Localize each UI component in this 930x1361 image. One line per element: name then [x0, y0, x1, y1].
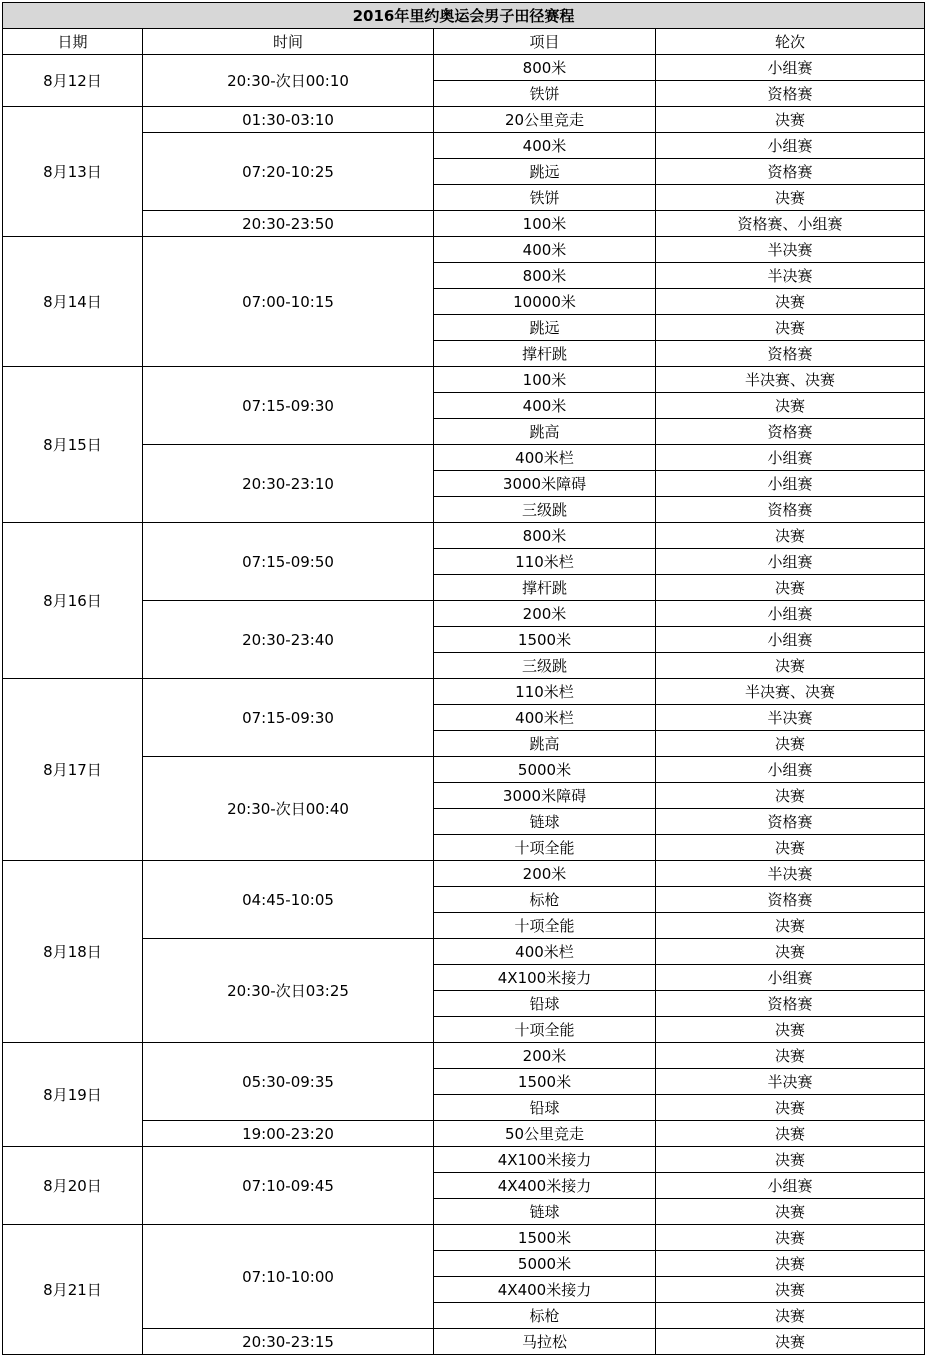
table-title: 2016年里约奥运会男子田径赛程 [3, 3, 925, 29]
round-cell: 决赛 [656, 1303, 925, 1329]
event-cell: 10000米 [434, 289, 656, 315]
table-row [3, 523, 925, 549]
time-cell: 20:30-23:50 [143, 211, 434, 237]
event-cell: 三级跳 [434, 653, 656, 679]
round-cell: 资格赛 [656, 497, 925, 523]
date-cell: 8月16日 [3, 523, 143, 679]
time-cell: 19:00-23:20 [143, 1121, 434, 1147]
event-cell: 3000米障碍 [434, 783, 656, 809]
time-cell: 04:45-10:05 [143, 861, 434, 939]
time-cell: 20:30-23:10 [143, 445, 434, 523]
event-cell: 标枪 [434, 1303, 656, 1329]
table-row [3, 1147, 925, 1173]
event-cell: 十项全能 [434, 913, 656, 939]
round-cell: 决赛 [656, 653, 925, 679]
round-cell: 决赛 [656, 1095, 925, 1121]
round-cell: 资格赛 [656, 159, 925, 185]
event-cell: 5000米 [434, 757, 656, 783]
round-cell: 资格赛 [656, 341, 925, 367]
time-cell: 07:10-09:45 [143, 1147, 434, 1225]
header-time: 时间 [143, 29, 434, 55]
date-cell: 8月12日 [3, 55, 143, 107]
event-cell: 1500米 [434, 1225, 656, 1251]
title-row [3, 3, 925, 29]
table-row [3, 107, 925, 133]
time-cell: 07:15-09:50 [143, 523, 434, 601]
event-cell: 110米栏 [434, 679, 656, 705]
time-cell: 07:15-09:30 [143, 679, 434, 757]
time-cell: 07:10-10:00 [143, 1225, 434, 1329]
event-cell: 跳高 [434, 731, 656, 757]
event-cell: 链球 [434, 809, 656, 835]
round-cell: 决赛 [656, 1017, 925, 1043]
column-header-row [3, 29, 925, 55]
round-cell: 决赛 [656, 1225, 925, 1251]
round-cell: 小组赛 [656, 55, 925, 81]
time-cell: 20:30-次日00:10 [143, 55, 434, 107]
event-cell: 400米 [434, 237, 656, 263]
round-cell: 半决赛、决赛 [656, 679, 925, 705]
header-event: 项目 [434, 29, 656, 55]
event-cell: 5000米 [434, 1251, 656, 1277]
round-cell: 半决赛、决赛 [656, 367, 925, 393]
table-row [3, 861, 925, 887]
time-cell: 07:15-09:30 [143, 367, 434, 445]
time-cell: 20:30-23:40 [143, 601, 434, 679]
round-cell: 决赛 [656, 939, 925, 965]
event-cell: 1500米 [434, 1069, 656, 1095]
event-cell: 200米 [434, 861, 656, 887]
round-cell: 决赛 [656, 1199, 925, 1225]
event-cell: 三级跳 [434, 497, 656, 523]
event-cell: 撑杆跳 [434, 575, 656, 601]
date-cell: 8月19日 [3, 1043, 143, 1147]
round-cell: 半决赛 [656, 237, 925, 263]
event-cell: 50公里竞走 [434, 1121, 656, 1147]
event-cell: 撑杆跳 [434, 341, 656, 367]
round-cell: 小组赛 [656, 549, 925, 575]
round-cell: 小组赛 [656, 757, 925, 783]
date-cell: 8月18日 [3, 861, 143, 1043]
event-cell: 1500米 [434, 627, 656, 653]
round-cell: 决赛 [656, 185, 925, 211]
event-cell: 100米 [434, 211, 656, 237]
round-cell: 小组赛 [656, 1173, 925, 1199]
round-cell: 资格赛、小组赛 [656, 211, 925, 237]
event-cell: 铁饼 [434, 185, 656, 211]
event-cell: 标枪 [434, 887, 656, 913]
round-cell: 资格赛 [656, 887, 925, 913]
date-cell: 8月15日 [3, 367, 143, 523]
round-cell: 资格赛 [656, 81, 925, 107]
event-cell: 十项全能 [434, 1017, 656, 1043]
time-cell: 20:30-次日03:25 [143, 939, 434, 1043]
time-cell: 07:00-10:15 [143, 237, 434, 367]
round-cell: 决赛 [656, 575, 925, 601]
date-cell: 8月17日 [3, 679, 143, 861]
header-round: 轮次 [656, 29, 925, 55]
round-cell: 半决赛 [656, 861, 925, 887]
round-cell: 决赛 [656, 1329, 925, 1355]
round-cell: 小组赛 [656, 965, 925, 991]
event-cell: 110米栏 [434, 549, 656, 575]
table-row [3, 367, 925, 393]
event-cell: 400米栏 [434, 705, 656, 731]
event-cell: 800米 [434, 523, 656, 549]
event-cell: 200米 [434, 1043, 656, 1069]
round-cell: 资格赛 [656, 419, 925, 445]
event-cell: 4X100米接力 [434, 1147, 656, 1173]
event-cell: 800米 [434, 263, 656, 289]
table-row [3, 679, 925, 705]
event-cell: 800米 [434, 55, 656, 81]
event-cell: 铅球 [434, 1095, 656, 1121]
round-cell: 决赛 [656, 107, 925, 133]
round-cell: 决赛 [656, 289, 925, 315]
table-row [3, 1225, 925, 1251]
event-cell: 跳高 [434, 419, 656, 445]
round-cell: 决赛 [656, 523, 925, 549]
event-cell: 20公里竞走 [434, 107, 656, 133]
table-row [3, 237, 925, 263]
time-cell: 05:30-09:35 [143, 1043, 434, 1121]
round-cell: 决赛 [656, 1121, 925, 1147]
event-cell: 4X400米接力 [434, 1173, 656, 1199]
round-cell: 决赛 [656, 913, 925, 939]
date-cell: 8月13日 [3, 107, 143, 237]
event-cell: 4X100米接力 [434, 965, 656, 991]
table-header [3, 3, 925, 55]
table-row [3, 55, 925, 81]
event-cell: 400米栏 [434, 445, 656, 471]
round-cell: 决赛 [656, 783, 925, 809]
event-cell: 马拉松 [434, 1329, 656, 1355]
round-cell: 半决赛 [656, 1069, 925, 1095]
event-cell: 十项全能 [434, 835, 656, 861]
round-cell: 资格赛 [656, 991, 925, 1017]
time-cell: 01:30-03:10 [143, 107, 434, 133]
date-cell: 8月20日 [3, 1147, 143, 1225]
event-cell: 400米 [434, 133, 656, 159]
round-cell: 半决赛 [656, 705, 925, 731]
event-cell: 铁饼 [434, 81, 656, 107]
event-cell: 400米栏 [434, 939, 656, 965]
round-cell: 半决赛 [656, 263, 925, 289]
event-cell: 400米 [434, 393, 656, 419]
round-cell: 决赛 [656, 315, 925, 341]
round-cell: 资格赛 [656, 809, 925, 835]
event-cell: 铅球 [434, 991, 656, 1017]
round-cell: 决赛 [656, 393, 925, 419]
time-cell: 20:30-次日00:40 [143, 757, 434, 861]
event-cell: 4X400米接力 [434, 1277, 656, 1303]
round-cell: 小组赛 [656, 133, 925, 159]
schedule-body [3, 55, 925, 1355]
event-cell: 200米 [434, 601, 656, 627]
date-cell: 8月21日 [3, 1225, 143, 1355]
round-cell: 小组赛 [656, 627, 925, 653]
round-cell: 小组赛 [656, 445, 925, 471]
round-cell: 小组赛 [656, 601, 925, 627]
round-cell: 决赛 [656, 835, 925, 861]
date-cell: 8月14日 [3, 237, 143, 367]
round-cell: 决赛 [656, 731, 925, 757]
event-cell: 跳远 [434, 159, 656, 185]
time-cell: 20:30-23:15 [143, 1329, 434, 1355]
event-cell: 跳远 [434, 315, 656, 341]
header-date: 日期 [3, 29, 143, 55]
round-cell: 决赛 [656, 1251, 925, 1277]
table-row [3, 1043, 925, 1069]
event-cell: 链球 [434, 1199, 656, 1225]
round-cell: 小组赛 [656, 471, 925, 497]
time-cell: 07:20-10:25 [143, 133, 434, 211]
event-cell: 100米 [434, 367, 656, 393]
round-cell: 决赛 [656, 1043, 925, 1069]
schedule-table [2, 2, 925, 1355]
event-cell: 3000米障碍 [434, 471, 656, 497]
round-cell: 决赛 [656, 1277, 925, 1303]
round-cell: 决赛 [656, 1147, 925, 1173]
